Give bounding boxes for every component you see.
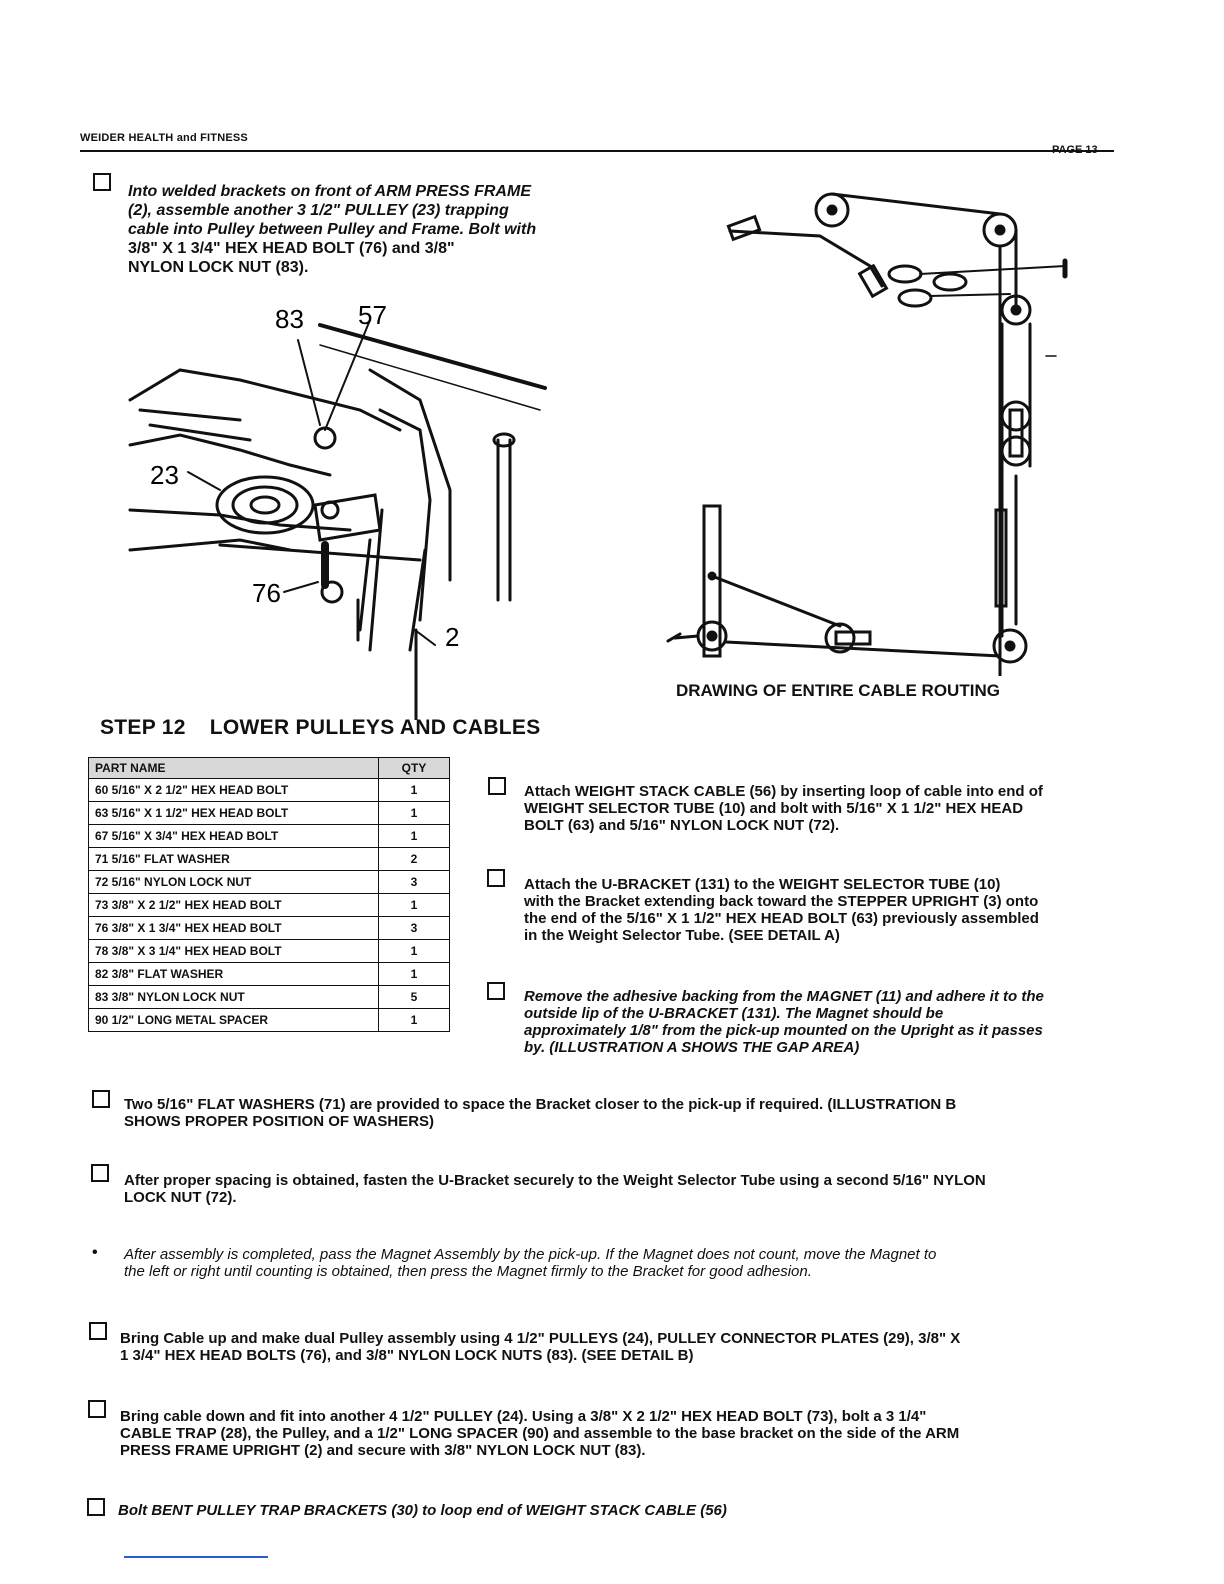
part-name: 67 5/16" X 3/4" HEX HEAD BOLT bbox=[89, 825, 379, 848]
instruction-line: the left or right until counting is obtained, then press the Magnet firmly to the Bracket for good adhesion. bbox=[124, 1263, 812, 1280]
part-name: 73 3/8" X 2 1/2" HEX HEAD BOLT bbox=[89, 894, 379, 917]
checkbox-trap-brackets[interactable] bbox=[87, 1498, 105, 1516]
instruction-line: 1 3/4" HEX HEAD BOLTS (76), and 3/8" NYLON LOCK NUTS (83). (SEE DETAIL B) bbox=[120, 1347, 694, 1364]
checkbox-dual-pulley[interactable] bbox=[89, 1322, 107, 1340]
table-row bbox=[89, 894, 450, 917]
page-number: PAGE 13 bbox=[1052, 144, 1098, 156]
instruction-line: the end of the 5/16" X 1 1/2" HEX HEAD BOLT (63) previously assembled bbox=[524, 910, 1039, 927]
part-qty: 2 bbox=[379, 848, 450, 871]
parts-table-header bbox=[89, 758, 450, 779]
instruction-cable-down bbox=[120, 1408, 1110, 1459]
callout-76: 76 bbox=[252, 578, 281, 608]
instruction-trap-brackets bbox=[118, 1502, 1108, 1518]
part-name: 71 5/16" FLAT WASHER bbox=[89, 848, 379, 871]
table-row bbox=[89, 802, 450, 825]
part-qty: 3 bbox=[379, 871, 450, 894]
callout-2: 2 bbox=[445, 622, 460, 652]
checkbox-fasten[interactable] bbox=[91, 1164, 109, 1182]
parts-table bbox=[88, 757, 450, 1032]
part-qty: 1 bbox=[379, 825, 450, 848]
part-name: 60 5/16" X 2 1/2" HEX HEAD BOLT bbox=[89, 779, 379, 802]
column-header-qty: QTY bbox=[379, 758, 450, 779]
part-qty: 1 bbox=[379, 940, 450, 963]
checkbox-washers[interactable] bbox=[92, 1090, 110, 1108]
checkbox-attach-cable[interactable] bbox=[488, 777, 506, 795]
instruction-line: WEIGHT SELECTOR TUBE (10) and bolt with 5/16" X 1 1/2" HEX HEAD bbox=[524, 800, 1024, 817]
checkbox-intro[interactable] bbox=[93, 173, 111, 191]
instruction-line: Bring cable down and fit into another 4 1/2" PULLEY (24). Using a 3/8" X 2 1/2" HEX HEAD BOLT (73), bolt a 3 1/4" bbox=[120, 1408, 927, 1425]
instruction-line: After proper spacing is obtained, fasten the U-Bracket securely to the Weight Selector Tube using a second 5/16" NYLON bbox=[124, 1172, 986, 1189]
instruction-dual-pulley bbox=[120, 1330, 1110, 1364]
cable-routing-drawing bbox=[660, 176, 1100, 676]
intro-instruction bbox=[128, 182, 568, 277]
intro-line: NYLON LOCK NUT (83). bbox=[128, 259, 309, 276]
checkbox-cable-down[interactable] bbox=[88, 1400, 106, 1418]
part-qty: 1 bbox=[379, 779, 450, 802]
instruction-line: by. (ILLUSTRATION A SHOWS THE GAP AREA) bbox=[524, 1039, 860, 1056]
instruction-line: Bring Cable up and make dual Pulley assembly using 4 1/2" PULLEYS (24), PULLEY CONNECTOR PLATES (29), 3/8" X bbox=[120, 1330, 961, 1347]
part-name: 78 3/8" X 3 1/4" HEX HEAD BOLT bbox=[89, 940, 379, 963]
bottom-rule bbox=[124, 1556, 268, 1558]
step-number: STEP 12 bbox=[100, 716, 186, 739]
instruction-line: with the Bracket extending back toward the STEPPER UPRIGHT (3) onto bbox=[524, 893, 1039, 910]
table-row bbox=[89, 779, 450, 802]
header-publisher: WEIDER HEALTH and FITNESS bbox=[80, 132, 248, 144]
instruction-line: PRESS FRAME UPRIGHT (2) and secure with 3/8" NYLON LOCK NUT (83). bbox=[120, 1442, 646, 1459]
instruction-line: Attach the U-BRACKET (131) to the WEIGHT SELECTOR TUBE (10) bbox=[524, 876, 1001, 893]
intro-line: 3/8" X 1 3/4" HEX HEAD BOLT (76) and 3/8" bbox=[128, 240, 455, 257]
header-rule bbox=[80, 150, 1114, 152]
instruction-magnet bbox=[524, 988, 1124, 1056]
step-heading bbox=[100, 716, 541, 740]
instruction-line: BOLT (63) and 5/16" NYLON LOCK NUT (72). bbox=[524, 817, 840, 834]
instruction-line: approximately 1/8" from the pick-up mounted on the Upright as it passes bbox=[524, 1022, 1043, 1039]
part-qty: 1 bbox=[379, 1009, 450, 1032]
instruction-test-magnet bbox=[124, 1246, 1114, 1280]
table-row bbox=[89, 871, 450, 894]
part-qty: 1 bbox=[379, 963, 450, 986]
bullet-mark: • bbox=[92, 1244, 98, 1261]
part-name: 82 3/8" FLAT WASHER bbox=[89, 963, 379, 986]
part-qty: 5 bbox=[379, 986, 450, 1009]
instruction-line: Attach WEIGHT STACK CABLE (56) by inserting loop of cable into end of bbox=[524, 783, 1043, 800]
instruction-attach-bracket bbox=[524, 876, 1124, 944]
table-row bbox=[89, 825, 450, 848]
callout-23: 23 bbox=[150, 460, 179, 490]
checkbox-magnet[interactable] bbox=[487, 982, 505, 1000]
pulley-assembly-diagram bbox=[120, 300, 560, 720]
instruction-attach-cable bbox=[524, 783, 1124, 834]
part-qty: 3 bbox=[379, 917, 450, 940]
intro-line: cable into Pulley between Pulley and Frame. Bolt with bbox=[128, 221, 537, 238]
instruction-line: LOCK NUT (72). bbox=[124, 1189, 237, 1206]
part-name: 63 5/16" X 1 1/2" HEX HEAD BOLT bbox=[89, 802, 379, 825]
column-header-part-name: PART NAME bbox=[89, 758, 379, 779]
part-name: 72 5/16" NYLON LOCK NUT bbox=[89, 871, 379, 894]
instruction-line: outside lip of the U-BRACKET (131). The Magnet should be bbox=[524, 1005, 944, 1022]
table-row bbox=[89, 986, 450, 1009]
part-name: 83 3/8" NYLON LOCK NUT bbox=[89, 986, 379, 1009]
instruction-line: Bolt BENT PULLEY TRAP BRACKETS (30) to loop end of WEIGHT STACK CABLE (56) bbox=[118, 1502, 727, 1518]
instruction-line: After assembly is completed, pass the Magnet Assembly by the pick-up. If the Magnet does not count, move the Magnet to bbox=[124, 1246, 937, 1263]
checkbox-attach-bracket[interactable] bbox=[487, 869, 505, 887]
part-qty: 1 bbox=[379, 894, 450, 917]
instruction-line: SHOWS PROPER POSITION OF WASHERS) bbox=[124, 1113, 435, 1130]
part-qty: 1 bbox=[379, 802, 450, 825]
table-row bbox=[89, 917, 450, 940]
instruction-line: CABLE TRAP (28), the Pulley, and a 1/2" LONG SPACER (90) and assemble to the base bracket on the side of the ARM bbox=[120, 1425, 960, 1442]
table-row bbox=[89, 940, 450, 963]
instruction-fasten bbox=[124, 1172, 1114, 1206]
intro-line: (2), assemble another 3 1/2" PULLEY (23) trapping bbox=[128, 202, 509, 219]
callout-83: 83 bbox=[275, 304, 304, 334]
callout-57: 57 bbox=[358, 300, 387, 330]
instruction-line: in the Weight Selector Tube. (SEE DETAIL A) bbox=[524, 927, 840, 944]
part-name: 76 3/8" X 1 3/4" HEX HEAD BOLT bbox=[89, 917, 379, 940]
instruction-washers bbox=[124, 1096, 1114, 1130]
routing-caption: DRAWING OF ENTIRE CABLE ROUTING bbox=[676, 681, 1000, 700]
part-name: 90 1/2" LONG METAL SPACER bbox=[89, 1009, 379, 1032]
instruction-line: Remove the adhesive backing from the MAGNET (11) and adhere it to the bbox=[524, 988, 1044, 1005]
table-row bbox=[89, 963, 450, 986]
intro-line: Into welded brackets on front of ARM PRESS FRAME bbox=[128, 183, 531, 200]
table-row bbox=[89, 848, 450, 871]
instruction-line: Two 5/16" FLAT WASHERS (71) are provided to space the Bracket closer to the pick-up if required. (ILLUSTRATION B bbox=[124, 1096, 957, 1113]
table-row bbox=[89, 1009, 450, 1032]
step-title: LOWER PULLEYS AND CABLES bbox=[209, 716, 541, 739]
